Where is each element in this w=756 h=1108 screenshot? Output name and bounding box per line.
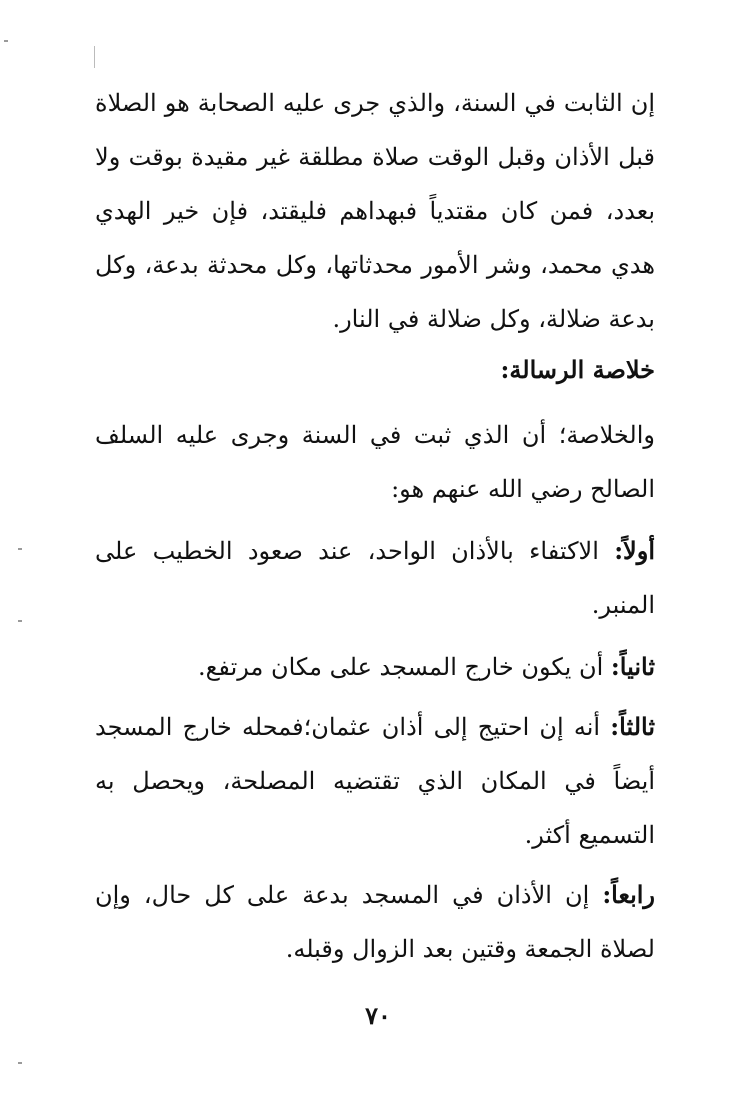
point-first-text: الاكتفاء بالأذان الواحد، عند صعود الخطيب على المنبر.: [95, 537, 655, 619]
edge-mark: [18, 548, 22, 550]
edge-mark: [94, 46, 95, 68]
section-heading: خلاصة الرسالة:: [500, 355, 655, 384]
point-third-text: أنه إن احتيج إلى أذان عثمان؛فمحله خارج المسجد أيضاً في المكان الذي تقتضيه المصلحة، ويحصل به التسميع أكثر.: [95, 713, 655, 849]
point-third: [95, 700, 655, 862]
intro-paragraph: إن الثابت في السنة، والذي جرى عليه الصحابة هو الصلاة قبل الأذان وقبل الوقت صلاة مطلقة غير مقيدة بوقت ولا بعدد، فمن كان مقتدياً فبهداهم فليقتد، فإن خير الهدي هدي محمد، وشر الأمور محدثاتها، وكل محدثة بدعة، وكل بدعة ضلالة، وكل ضلالة في النار.: [95, 89, 655, 333]
point-fourth-text: إن الأذان في المسجد بدعة على كل حال، وإن لصلاة الجمعة وقتين بعد الزوال وقبله.: [95, 881, 655, 963]
point-first-label: أولاً:: [614, 536, 655, 565]
edge-mark: [18, 1062, 22, 1064]
summary-paragraph: والخلاصة؛ أن الذي ثبت في السنة وجرى عليه السلف الصالح رضي الله عنهم هو:: [95, 421, 655, 503]
point-second: [95, 640, 655, 694]
point-second-label: ثانياً:: [610, 652, 655, 681]
edge-mark: [18, 620, 22, 622]
point-first: [95, 524, 655, 632]
edge-mark: [4, 40, 8, 42]
point-second-text: أن يكون خارج المسجد على مكان مرتفع.: [198, 653, 611, 681]
point-third-label: ثالثاً:: [610, 712, 655, 741]
point-fourth: [95, 868, 655, 976]
page-number: ٧٠: [365, 1001, 391, 1030]
point-fourth-label: رابعاً:: [602, 880, 655, 909]
